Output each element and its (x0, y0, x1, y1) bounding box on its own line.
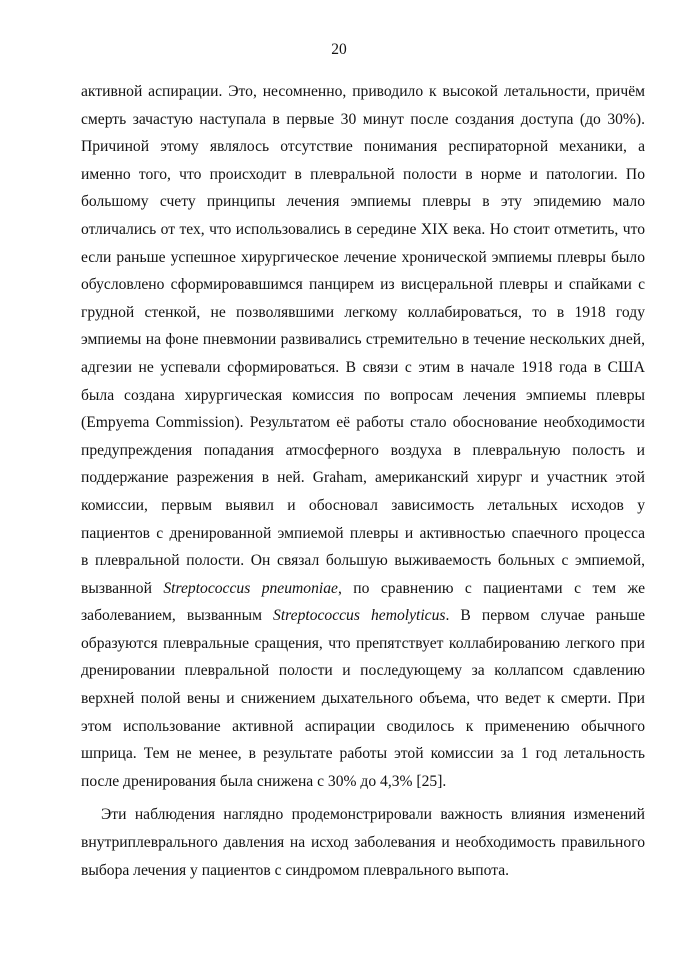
text-line: эмпиемы на фоне пневмонии развивались стремительно в течение нескольких дней, (81, 331, 645, 349)
text-line: комиссии, первым выявил и обосновал зависимость летальных исходов у (81, 496, 645, 514)
text-line: внутриплеврального давления на исход заболевания и необходимость правильного (81, 834, 645, 852)
text-line: пациентов с дренированной эмпиемой плевры и активностью спаечного процесса (81, 524, 645, 542)
text-line: смерть зачастую наступала в первые 30 минут после создания доступа (до 30%). (81, 110, 645, 128)
text-fragment: . В первом случае раньше (445, 607, 645, 625)
text-line: грудной стенкой, не позволявшими легкому коллабироваться, то в 1918 году (81, 303, 645, 321)
text-line: поддержание разрежения в ней. Graham, американский хирург и участник этой (81, 469, 645, 487)
italic-species-name: Streptococcus hemolyticus (273, 607, 446, 625)
text-line: выбора лечения у пациентов с синдромом плеврального выпота. (81, 861, 510, 879)
text-line-with-italic (81, 575, 645, 603)
text-line: именно того, что происходит в плевральной полости в норме и патологии. По (81, 165, 645, 183)
text-line: была создана хирургическая комиссия по вопросам лечения эмпиемы плевры (81, 386, 645, 404)
text-line: если раньше успешное хирургическое лечение хронической эмпиемы плевры было (81, 248, 645, 266)
text-line: шприца. Тем не менее, в результате работы этой комиссии за 1 год летальность (81, 745, 645, 763)
text-line: верхней полой вены и снижением дыхательного объема, что ведет к смерти. При (81, 690, 645, 708)
text-line: в плевральной полости. Он связал большую выживаемость больных с эмпиемой, (81, 552, 645, 570)
text-line: отличались от тех, что использовались в середине XIX века. Но стоит отметить, что (81, 220, 645, 238)
text-fragment: заболеванием, вызванным (81, 607, 262, 625)
text-line: дренировании плевральной полости и последующему за коллапсом сдавлению (81, 662, 645, 680)
text-line-with-italic (81, 602, 645, 630)
text-line: предупреждения попадания атмосферного воздуха в плевральную полость и (81, 441, 645, 459)
text-line: Причиной этому являлось отсутствие понимания респираторной механики, а (81, 138, 645, 156)
paragraph-first-line: Эти наблюдения наглядно продемонстрировали важность влияния изменений (101, 806, 645, 824)
text-line: обусловлено сформировавшимся панцирем из висцеральной плевры и спайками с (81, 276, 645, 294)
text-line: после дренирования была снижена с 30% до 4,3% [25]. (81, 772, 447, 790)
page-number: 20 (331, 41, 347, 58)
text-line: активной аспирации. Это, несомненно, приводило к высокой летальности, причём (81, 83, 645, 100)
italic-species-name: Streptococcus pneumoniae (163, 579, 338, 597)
text-line: адгезии не успевали сформироваться. В связи с этим в начале 1918 года в США (81, 358, 645, 376)
text-fragment: вызванной (81, 579, 152, 597)
text-fragment: , по сравнению с пациентами с тем же (337, 579, 645, 597)
text-line: большому счету принципы лечения эмпиемы плевры в эту эпидемию мало (81, 193, 645, 211)
text-line: образуются плевральные сращения, что препятствует коллабированию легкого при (81, 634, 645, 652)
text-line: (Empyema Commission). Результатом её работы стало обоснование необходимости (81, 414, 645, 432)
body-text (81, 78, 645, 884)
text-line: этом использование активной аспирации сводилось к применению обычного (81, 717, 645, 735)
